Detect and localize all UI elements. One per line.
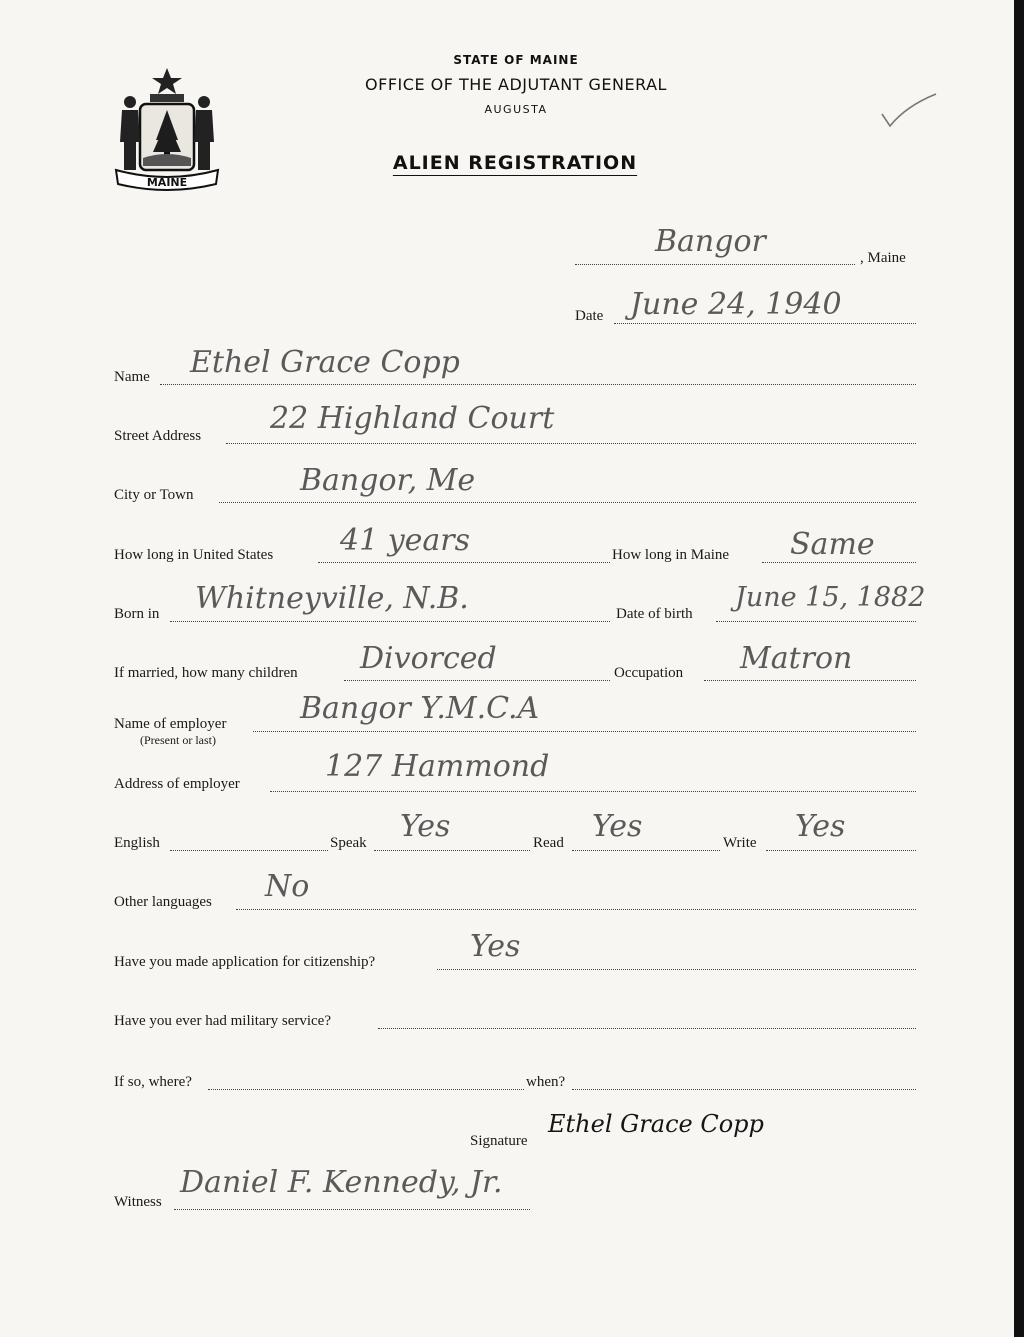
english-read-entry: Yes xyxy=(592,809,643,844)
employer-note-label: (Present or last) xyxy=(140,733,216,747)
scan-edge xyxy=(1014,0,1024,1337)
signature-label: Signature xyxy=(470,1133,528,1149)
witness-entry: Daniel F. Kennedy, Jr. xyxy=(180,1165,503,1200)
street-address-label: Street Address xyxy=(114,428,202,444)
military-label: Have you ever had military service? xyxy=(114,1013,331,1029)
speak-label: Speak xyxy=(330,835,367,851)
how-long-us-label: How long in United States xyxy=(114,547,274,563)
svg-text:MAINE: MAINE xyxy=(146,176,188,189)
english-speak-entry: Yes xyxy=(400,809,451,844)
name-label: Name xyxy=(114,369,150,385)
other-languages-label: Other languages xyxy=(114,894,212,910)
maine-seal-icon xyxy=(112,66,222,196)
employer-name-entry: Bangor Y.M.C.A xyxy=(300,691,540,726)
state-heading: STATE OF MAINE xyxy=(453,53,579,67)
city-heading: AUGUSTA xyxy=(484,103,548,116)
date-entry: June 24, 1940 xyxy=(630,287,842,322)
if-married-entry: Divorced xyxy=(360,641,497,676)
english-write-entry: Yes xyxy=(795,809,846,844)
read-label: Read xyxy=(533,835,564,851)
date-label: Date xyxy=(575,308,604,324)
other-languages-entry: No xyxy=(265,869,310,904)
date-of-birth-label: Date of birth xyxy=(616,606,693,622)
employer-address-entry: 127 Hammond xyxy=(325,749,550,784)
citizenship-label: Have you made application for citizenship? xyxy=(114,954,376,970)
born-in-entry: Whitneyville, N.B. xyxy=(195,581,469,616)
employer-address-label: Address of employer xyxy=(114,776,240,792)
name-entry: Ethel Grace Copp xyxy=(190,345,460,380)
how-long-maine-label: How long in Maine xyxy=(612,547,730,563)
employer-name-label: Name of employer xyxy=(114,716,227,732)
office-heading: OFFICE OF THE ADJUTANT GENERAL xyxy=(365,75,667,94)
date-of-birth-entry: June 15, 1882 xyxy=(735,582,926,613)
signature-entry: Ethel Grace Copp xyxy=(548,1110,764,1138)
write-label: Write xyxy=(723,835,757,851)
if-married-label: If married, how many children xyxy=(114,665,298,681)
if-so-where-label: If so, where? xyxy=(114,1074,192,1090)
when-label: when? xyxy=(526,1074,566,1090)
maine-suffix-label: , Maine xyxy=(860,250,906,266)
born-in-label: Born in xyxy=(114,606,160,622)
check-mark-icon xyxy=(880,92,940,132)
english-label: English xyxy=(114,835,160,851)
form-title: ALIEN REGISTRATION xyxy=(392,152,638,174)
citizenship-entry: Yes xyxy=(470,929,521,964)
occupation-entry: Matron xyxy=(740,641,853,676)
how-long-us-entry: 41 years xyxy=(340,523,471,558)
occupation-label: Occupation xyxy=(614,665,684,681)
witness-label: Witness xyxy=(114,1194,162,1210)
city-or-town-label: City or Town xyxy=(114,487,194,503)
place-entry: Bangor xyxy=(655,224,766,259)
how-long-maine-entry: Same xyxy=(790,527,875,562)
city-or-town-entry: Bangor, Me xyxy=(300,463,476,498)
street-address-entry: 22 Highland Court xyxy=(270,401,555,436)
